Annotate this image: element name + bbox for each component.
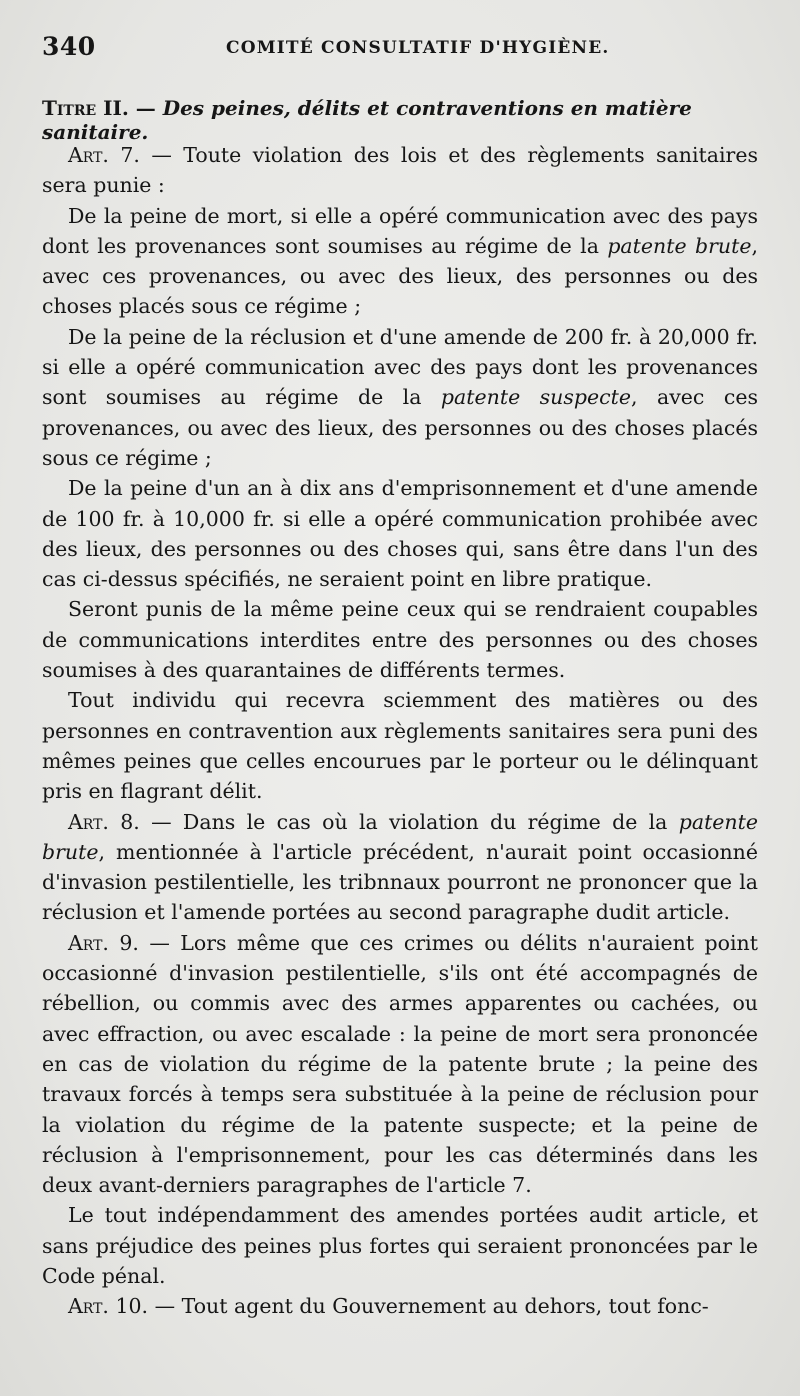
title-text: Des peines, délits et contraventions en matière sanitaire. — [42, 96, 692, 144]
article-label: Art. 8. — [68, 809, 140, 834]
paragraph-art-7 — [42, 140, 758, 201]
paragraph-text: — Dans le cas où la violation du régime de la — [139, 809, 679, 834]
paragraph-emprisonnement — [42, 473, 758, 594]
page-header — [42, 32, 758, 68]
paragraph-text: De la peine de la réclusion et d'une amende de 200 fr. à 20,000 fr. si elle a opéré communication avec des pays dont les provenances sont soumises au régime de la — [42, 324, 758, 410]
paragraph-text: — Tout agent du Gouvernement au dehors, tout fonc- — [148, 1294, 709, 1319]
paragraph-text: De la peine d'un an à dix ans d'emprisonnement et d'une amende de 100 fr. à 10,000 fr. si elle a opéré communication prohibée avec des lieux, des personnes ou des choses qui, sans être dans l'un des cas ci-dessus spécifiés, ne seraient point en libre pratique. — [42, 476, 758, 592]
paragraph-text: , avec ces provenances, ou avec des lieux, des personnes ou des choses placés sous ce régime ; — [42, 233, 758, 319]
paragraph-receleur — [42, 685, 758, 806]
paragraph-art-8 — [42, 807, 758, 928]
italic-term: patente brute — [607, 233, 752, 258]
paragraph-text: De la peine de mort, si elle a opéré communication avec des pays dont les provenances sont soumises au régime de la — [42, 203, 758, 258]
paragraph-quarantaines — [42, 594, 758, 685]
paragraph-art-9 — [42, 928, 758, 1201]
article-label: Art. 9. — [68, 930, 139, 955]
article-label: Art. 10. — [68, 1294, 149, 1319]
italic-term: patente brute — [42, 809, 759, 864]
paragraph-amendes — [42, 1200, 758, 1291]
title-label: Titre II. — [42, 96, 129, 120]
paragraph-text: , mentionnée à l'article précédent, n'aurait point occasionné d'invasion pestilentielle, les tribnnaux pourront ne prononcer que la réclusion et l'amende portées au second paragraphe dudit article. — [42, 839, 758, 925]
paragraph-art-10 — [42, 1291, 758, 1321]
running-title: COMITÉ CONSULTATIF D'HYGIÈNE. — [226, 38, 610, 58]
page-number: 340 — [42, 32, 96, 61]
body-text — [42, 140, 758, 1322]
article-label: Art. 7. — [68, 143, 140, 167]
title-dash: — — [128, 96, 163, 120]
paragraph-text: Le tout indépendamment des amendes portées audit article, et sans préjudice des peines plus fortes qui seraient prononcées par le Code pénal. — [42, 1203, 758, 1288]
paragraph-death-penalty — [42, 201, 758, 322]
paragraph-text: , avec ces provenances, ou avec des lieux, des personnes ou des choses placés sous ce régime ; — [42, 385, 758, 470]
paragraph-reclusion — [42, 322, 758, 473]
paragraph-text: Tout individu qui recevra sciemment des matières ou des personnes en contravention aux règlements sanitaires sera puni des mêmes peines que celles encourues par le porteur ou le délinquant pris en flagrant délit. — [42, 688, 758, 804]
italic-term: patente suspecte — [440, 385, 632, 410]
section-title — [42, 96, 758, 144]
paragraph-text: — Lors même que ces crimes ou délits n'auraient point occasionné d'invasion pestilentielle, s'ils ont été accompagnés de rébellion, ou commis avec des armes apparentes ou cachées, ou avec effraction, ou avec escalade : la peine de mort sera prononcée en cas de violation du régime de la patente brute ; la peine des travaux forcés à temps sera substituée à la peine de réclusion pour la violation du régime de la patente suspecte; et la peine de réclusion à l'emprisonnement, pour les cas déterminés dans les deux avant-derniers paragraphes de l'article 7. — [42, 930, 758, 1198]
paragraph-text: — Toute violation des lois et des règlements sanitaires sera punie : — [42, 143, 758, 198]
paragraph-text: Seront punis de la même peine ceux qui se rendraient coupables de communications interdites entre des personnes ou des choses soumises à des quarantaines de différents termes. — [42, 597, 758, 683]
